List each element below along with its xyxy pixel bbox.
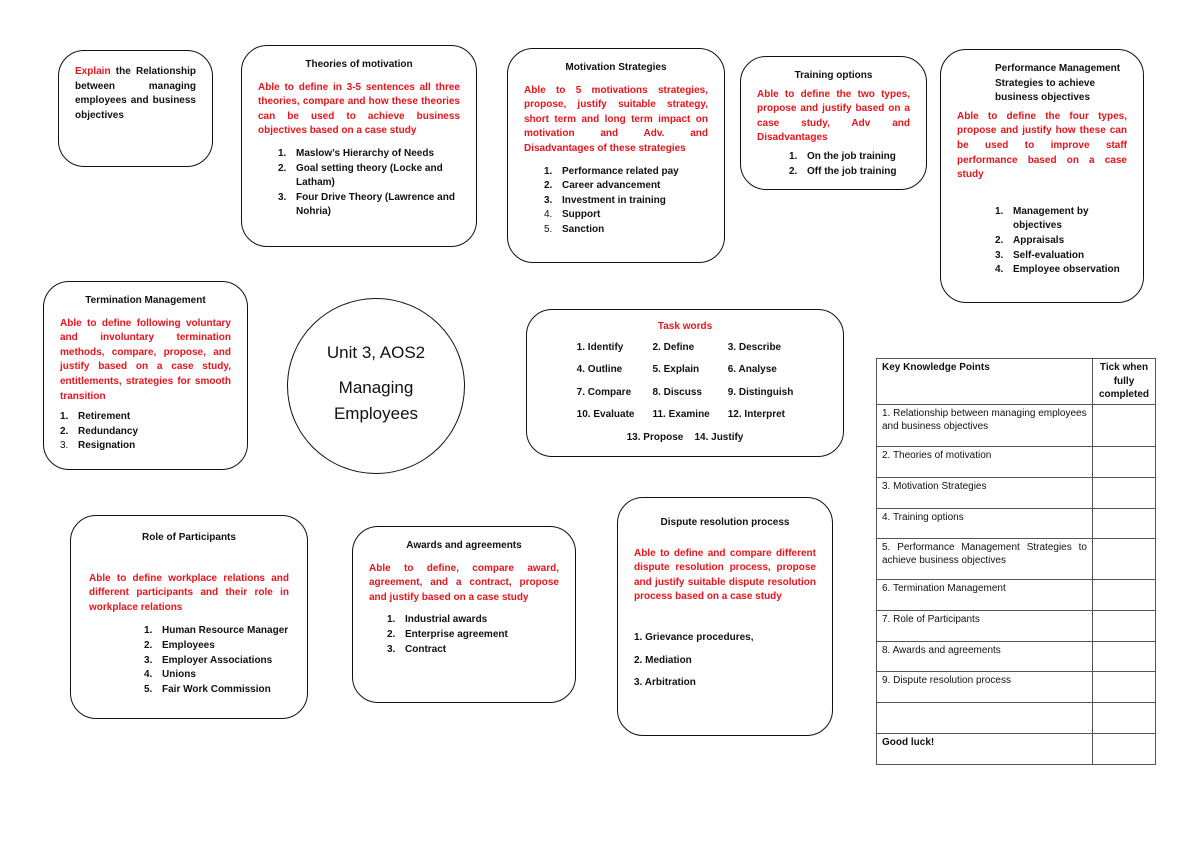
awards-desc: Able to define, compare award, agreement, and a contract, propose and justify based on a case study: [369, 562, 559, 603]
list-item-text: Human Resource Manager: [162, 625, 289, 637]
list-item: [789, 150, 910, 165]
list-number: 3.: [544, 194, 553, 206]
dispute-list: [634, 631, 816, 691]
table-row: [877, 610, 1156, 641]
unit-name: Managing Employees: [333, 378, 419, 423]
task-word: 8. Discuss: [652, 386, 702, 398]
tick-cell[interactable]: [1093, 702, 1156, 733]
list-item-text: On the job training: [807, 150, 896, 162]
participants-box: [70, 515, 308, 719]
list-item: [60, 410, 231, 425]
list-item: [544, 208, 708, 223]
training-list: [757, 150, 910, 179]
task-word: 2. Define: [652, 341, 695, 353]
list-item: [995, 263, 1127, 278]
theories-desc: Able to define in 3-5 sentences all three theories, compare and how these theories can be used to achieve business objectives based on a case study: [258, 81, 460, 137]
performance-box: [940, 49, 1144, 303]
list-number: 1.: [789, 150, 798, 162]
list-item-text: Contract: [405, 643, 447, 655]
motivation-desc: Able to 5 motivations strategies, propose, justify suitable strategy, short term and long term impact on motivation and Adv. and Disadvantages of these strategies: [524, 84, 708, 154]
list-item: [144, 654, 289, 669]
row-label: 4. Training options: [877, 508, 1093, 538]
performance-desc: Able to define the four types, propose and justify how these can be used to improve staff performance based on a case study: [957, 110, 1127, 181]
list-item: [387, 613, 559, 628]
list-item: [995, 205, 1127, 234]
list-item-text: Unions: [162, 669, 196, 681]
list-number: 4.: [544, 209, 553, 221]
training-desc: Able to define the two types, propose and justify based on a case study, Adv and Disadvantages: [757, 88, 910, 144]
checklist-table: [876, 358, 1156, 765]
list-number: 3.: [278, 191, 287, 203]
awards-list: [369, 613, 559, 657]
termination-desc: Able to define following voluntary and involuntary termination methods, compare, propose, and justify based on a case study, entitlements, strategies for smooth transition: [60, 317, 231, 402]
row-label: 3. Motivation Strategies: [877, 477, 1093, 508]
list-number: 1.: [60, 411, 69, 423]
dispute-box: [617, 497, 833, 736]
list-item-text: Maslow’s Hierarchy of Needs: [296, 147, 435, 159]
list-item: [144, 683, 289, 698]
list-item-text: Four Drive Theory (Lawrence and Nohria): [296, 191, 455, 218]
awards-title: Awards and agreements: [406, 540, 522, 551]
performance-title: Performance Management Strategies to achieve business objectives: [995, 63, 1121, 104]
list-item: [544, 179, 708, 194]
list-item: [278, 162, 460, 191]
list-item: [278, 147, 460, 162]
task-word: 7. Compare: [576, 386, 632, 398]
list-item-text: Employees: [162, 639, 215, 651]
tick-cell[interactable]: [1093, 610, 1156, 641]
table-row: [877, 579, 1156, 610]
training-title: Training options: [794, 70, 873, 81]
theories-title: Theories of motivation: [305, 59, 413, 70]
list-item: [144, 624, 289, 639]
list-number: 2.: [278, 162, 287, 174]
table-row: [877, 641, 1156, 671]
list-number: 2.: [60, 425, 69, 437]
tick-cell[interactable]: [1093, 641, 1156, 671]
row-label: 2. Theories of motivation: [877, 446, 1093, 477]
list-item-text: Retirement: [78, 411, 131, 423]
row-label: 9. Dispute resolution process: [877, 671, 1093, 702]
list-number: 3.: [144, 654, 153, 666]
list-item: [387, 628, 559, 643]
motivation-box: [507, 48, 725, 263]
tick-cell[interactable]: [1093, 446, 1156, 477]
list-item: [544, 165, 708, 180]
table-row: [877, 477, 1156, 508]
list-item: [387, 643, 559, 658]
good-luck-label: Good luck!: [877, 733, 1093, 764]
list-item: 2. Mediation: [634, 654, 692, 666]
list-item: [544, 194, 708, 209]
list-number: 4.: [995, 264, 1004, 276]
dispute-desc: Able to define and compare different dispute resolution process, propose and justify suitable dispute resolution process based on a case study: [634, 547, 816, 603]
list-number: 1.: [544, 165, 553, 177]
task-word: 4. Outline: [576, 364, 623, 376]
list-item: 3. Arbitration: [634, 677, 696, 689]
task-word: 5. Explain: [652, 364, 700, 376]
list-item-text: Off the job training: [807, 165, 897, 177]
list-item-text: Performance related pay: [562, 165, 679, 177]
table-row: [877, 702, 1156, 733]
task-word: 3. Describe: [727, 341, 782, 353]
table-row: [877, 733, 1156, 764]
row-label: 1. Relationship between managing employees and business objectives: [877, 404, 1093, 446]
task-word: 12. Interpret: [727, 409, 785, 421]
list-item-text: Redundancy: [78, 425, 139, 437]
list-item: 1. Grievance procedures,: [634, 631, 754, 643]
list-item: [60, 439, 231, 454]
tick-cell[interactable]: [1093, 477, 1156, 508]
list-number: 1.: [278, 147, 287, 159]
table-row: [877, 538, 1156, 579]
participants-list: [89, 624, 289, 697]
unit-title-circle: [287, 298, 465, 474]
theories-box: [241, 45, 477, 247]
termination-list: [60, 410, 231, 454]
motivation-list: [524, 165, 708, 238]
explain-lead: Explain: [75, 66, 111, 77]
performance-list: [957, 205, 1127, 278]
unit-code: Unit 3, AOS2: [326, 343, 426, 362]
list-number: 1.: [387, 614, 396, 626]
list-item: [544, 223, 708, 238]
task-word: 13. Propose: [626, 431, 684, 443]
task-word: 10. Evaluate: [576, 409, 635, 421]
list-number: 1.: [144, 625, 153, 637]
list-item: [144, 639, 289, 654]
list-item: [278, 191, 460, 220]
list-item-text: Employer Associations: [162, 654, 273, 666]
participants-desc: Able to define workplace relations and different participants and their role in workplace relations: [89, 572, 289, 613]
dispute-title: Dispute resolution process: [660, 517, 790, 528]
list-item-text: Career advancement: [562, 180, 661, 192]
header-cell: Key Knowledge Points: [877, 359, 1093, 405]
table-row: [877, 671, 1156, 702]
list-item-text: Sanction: [562, 223, 605, 235]
list-item-text: Industrial awards: [405, 614, 488, 626]
list-item: [144, 668, 289, 683]
participants-title: Role of Participants: [142, 532, 236, 543]
list-number: 2.: [544, 180, 553, 192]
list-item-text: Enterprise agreement: [405, 628, 508, 640]
list-number: 3.: [60, 440, 69, 452]
list-number: 3.: [387, 643, 396, 655]
list-number: 1.: [995, 205, 1004, 217]
task-words-last-row: [543, 431, 827, 446]
list-item-text: Support: [562, 209, 601, 221]
list-item-text: Appraisals: [1013, 234, 1065, 246]
task-words-grid: [543, 341, 827, 423]
tick-cell[interactable]: [1093, 404, 1156, 446]
table-header-row: [877, 359, 1156, 405]
row-label: 8. Awards and agreements: [877, 641, 1093, 671]
row-label: [877, 702, 1093, 733]
tick-cell[interactable]: [1093, 733, 1156, 764]
theories-list: [258, 147, 460, 220]
explain-box: [58, 50, 213, 167]
tick-cell[interactable]: [1093, 508, 1156, 538]
termination-title: Termination Management: [85, 295, 206, 306]
list-item: [789, 165, 910, 180]
row-label: 7. Role of Participants: [877, 610, 1093, 641]
list-number: 2.: [789, 165, 798, 177]
motivation-title: Motivation Strategies: [565, 62, 667, 73]
table-row: [877, 404, 1156, 446]
list-item: [995, 249, 1127, 264]
tick-cell[interactable]: [1093, 671, 1156, 702]
list-number: 5.: [144, 683, 153, 695]
list-item-text: Management by objectives: [1013, 205, 1089, 232]
termination-box: [43, 281, 248, 470]
explain-text: [75, 65, 196, 123]
task-words-title: Task words: [657, 321, 713, 332]
task-word: 9. Distinguish: [727, 386, 794, 398]
list-number: 5.: [544, 223, 553, 235]
table-row: [877, 508, 1156, 538]
explain-body: the Relationship between managing employees and business objectives: [75, 66, 196, 121]
awards-box: [352, 526, 576, 703]
list-item-text: Self-evaluation: [1013, 249, 1085, 261]
task-words-box: [526, 309, 844, 457]
row-label: 6. Termination Management: [877, 579, 1093, 610]
list-item-text: Employee observation: [1013, 264, 1120, 276]
training-box: [740, 56, 927, 190]
list-item-text: Fair Work Commission: [162, 683, 271, 695]
task-word: 11. Examine: [652, 409, 710, 421]
task-word: 1. Identify: [576, 341, 624, 353]
list-item: [995, 234, 1127, 249]
list-item-text: Resignation: [78, 440, 136, 452]
list-item: [60, 425, 231, 440]
list-number: 4.: [144, 669, 153, 681]
list-item-text: Goal setting theory (Locke and Latham): [296, 162, 443, 189]
list-number: 2.: [144, 639, 153, 651]
header-cell: Tick when fully completed: [1093, 359, 1156, 405]
task-word: 6. Analyse: [727, 364, 777, 376]
tick-cell[interactable]: [1093, 538, 1156, 579]
list-number: 3.: [995, 249, 1004, 261]
table-row: [877, 446, 1156, 477]
row-label: 5. Performance Management Strategies to achieve business objectives: [877, 538, 1093, 579]
task-word: 14. Justify: [694, 431, 744, 443]
list-number: 2.: [387, 628, 396, 640]
list-number: 2.: [995, 234, 1004, 246]
list-item-text: Investment in training: [562, 194, 666, 206]
tick-cell[interactable]: [1093, 579, 1156, 610]
